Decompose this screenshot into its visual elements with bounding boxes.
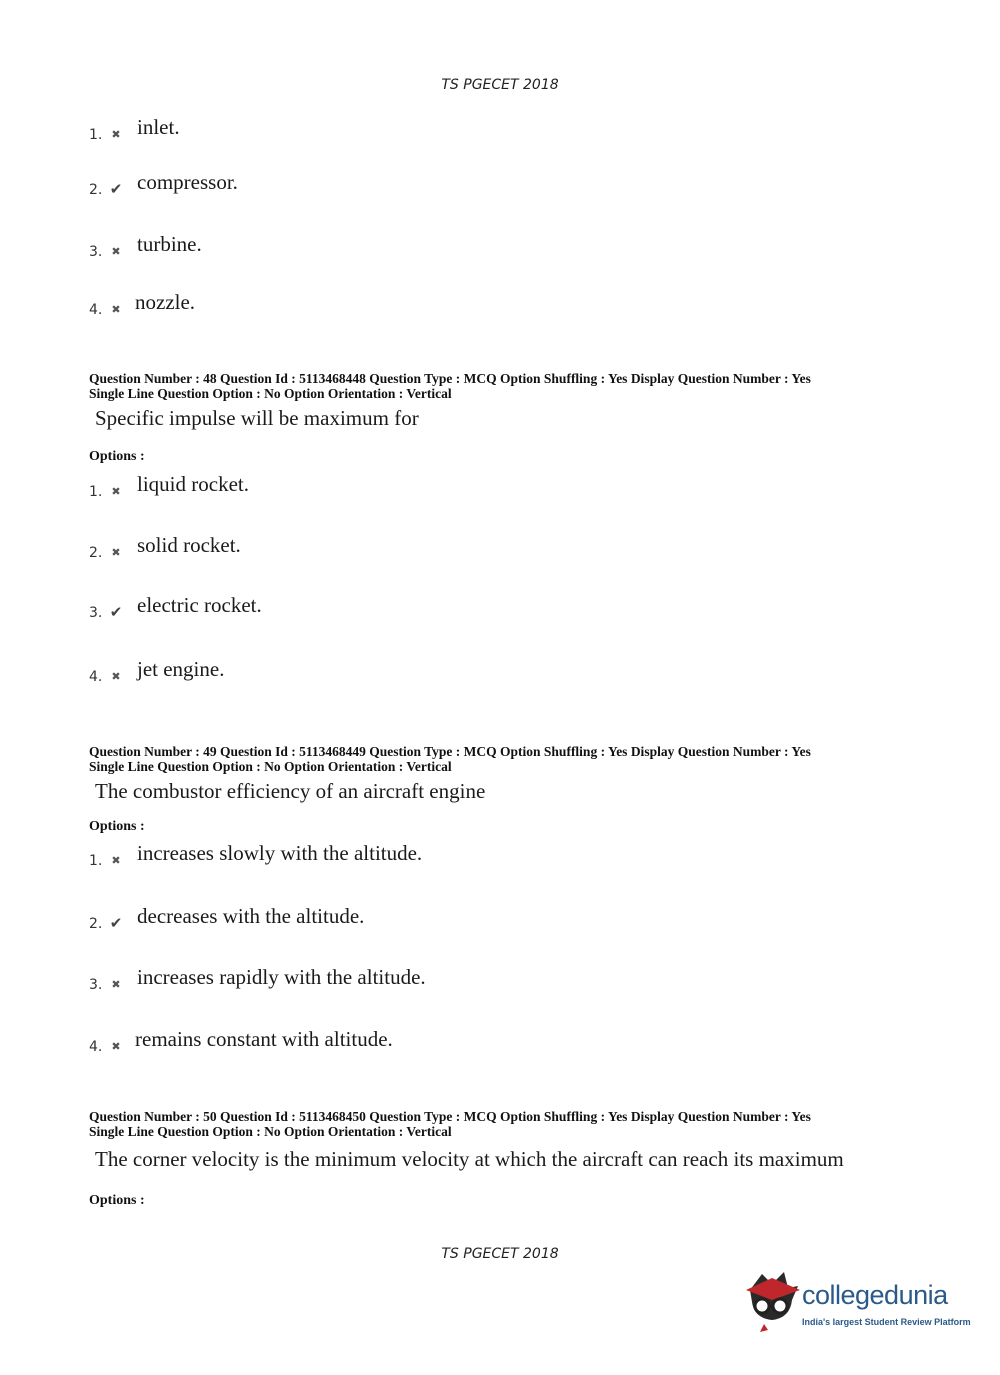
cross-icon: ✖ xyxy=(111,484,121,498)
option-text: increases slowly with the altitude. xyxy=(137,841,423,865)
option-text: liquid rocket. xyxy=(137,472,249,496)
option-number: 4. xyxy=(89,669,103,685)
option-number: 4. xyxy=(89,1039,103,1055)
question-meta-line: Single Line Question Option : No Option Orientation : Vertical xyxy=(89,386,452,401)
option-item xyxy=(89,657,489,687)
option-number: 1. xyxy=(89,484,103,500)
cross-icon: ✖ xyxy=(111,853,121,867)
option-text: jet engine. xyxy=(137,657,225,681)
question-meta-line: Single Line Question Option : No Option Orientation : Vertical xyxy=(89,759,452,774)
check-icon: ✔ xyxy=(109,603,123,621)
option-text: increases rapidly with the altitude. xyxy=(137,965,426,989)
cross-icon: ✖ xyxy=(111,302,121,316)
question-meta xyxy=(89,371,811,401)
check-icon: ✔ xyxy=(109,914,123,932)
option-item xyxy=(89,533,489,563)
option-item xyxy=(89,115,489,145)
option-item xyxy=(89,841,589,871)
option-item xyxy=(89,472,489,502)
option-item xyxy=(89,593,489,623)
logo-wordmark: collegedunia xyxy=(802,1280,948,1310)
logo-tagline: India's largest Student Review Platform xyxy=(802,1317,971,1327)
question-meta-line: Single Line Question Option : No Option Orientation : Vertical xyxy=(89,1124,452,1139)
cross-icon: ✖ xyxy=(111,127,121,141)
option-text: decreases with the altitude. xyxy=(137,904,365,928)
question-meta-line: Question Number : 49 Question Id : 5113468449 Question Type : MCQ Option Shuffling : Yes Display Question Number : Yes xyxy=(89,744,811,759)
option-text: nozzle. xyxy=(135,290,196,314)
cross-icon: ✖ xyxy=(111,977,121,991)
option-item xyxy=(89,170,489,200)
option-item xyxy=(89,904,589,934)
option-item xyxy=(89,290,489,320)
option-number: 3. xyxy=(89,244,103,260)
page-header: TS PGECET 2018 xyxy=(441,77,559,93)
option-number: 1. xyxy=(89,127,103,143)
option-number: 2. xyxy=(89,545,103,561)
cross-icon: ✖ xyxy=(111,1039,121,1053)
option-item xyxy=(89,1027,589,1057)
option-text: electric rocket. xyxy=(137,593,262,617)
question-meta xyxy=(89,1109,811,1139)
option-text: inlet. xyxy=(137,115,180,139)
mascot-icon xyxy=(742,1270,802,1336)
check-icon: ✔ xyxy=(109,180,123,198)
question-text: The corner velocity is the minimum velocity at which the aircraft can reach its maximum xyxy=(95,1147,844,1171)
question-text: Specific impulse will be maximum for xyxy=(95,406,419,430)
option-number: 3. xyxy=(89,977,103,993)
collegedunia-logo xyxy=(742,1270,972,1340)
cross-icon: ✖ xyxy=(111,244,121,258)
option-number: 2. xyxy=(89,182,103,198)
option-number: 4. xyxy=(89,302,103,318)
question-meta-line: Question Number : 50 Question Id : 5113468450 Question Type : MCQ Option Shuffling : Yes Display Question Number : Yes xyxy=(89,1109,811,1124)
cross-icon: ✖ xyxy=(111,669,121,683)
page-footer: TS PGECET 2018 xyxy=(441,1246,559,1262)
options-label: Options : xyxy=(89,1193,145,1208)
option-text: compressor. xyxy=(137,170,238,194)
option-number: 1. xyxy=(89,853,103,869)
option-item xyxy=(89,965,589,995)
option-text: turbine. xyxy=(137,232,202,256)
question-meta-line: Question Number : 48 Question Id : 5113468448 Question Type : MCQ Option Shuffling : Yes Display Question Number : Yes xyxy=(89,371,811,386)
cross-icon: ✖ xyxy=(111,545,121,559)
option-number: 3. xyxy=(89,605,103,621)
option-item xyxy=(89,232,489,262)
option-text: solid rocket. xyxy=(137,533,241,557)
option-number: 2. xyxy=(89,916,103,932)
options-label: Options : xyxy=(89,449,145,464)
option-text: remains constant with altitude. xyxy=(135,1027,393,1051)
question-text: The combustor efficiency of an aircraft engine xyxy=(95,779,486,803)
options-label: Options : xyxy=(89,819,145,834)
question-meta xyxy=(89,744,811,774)
